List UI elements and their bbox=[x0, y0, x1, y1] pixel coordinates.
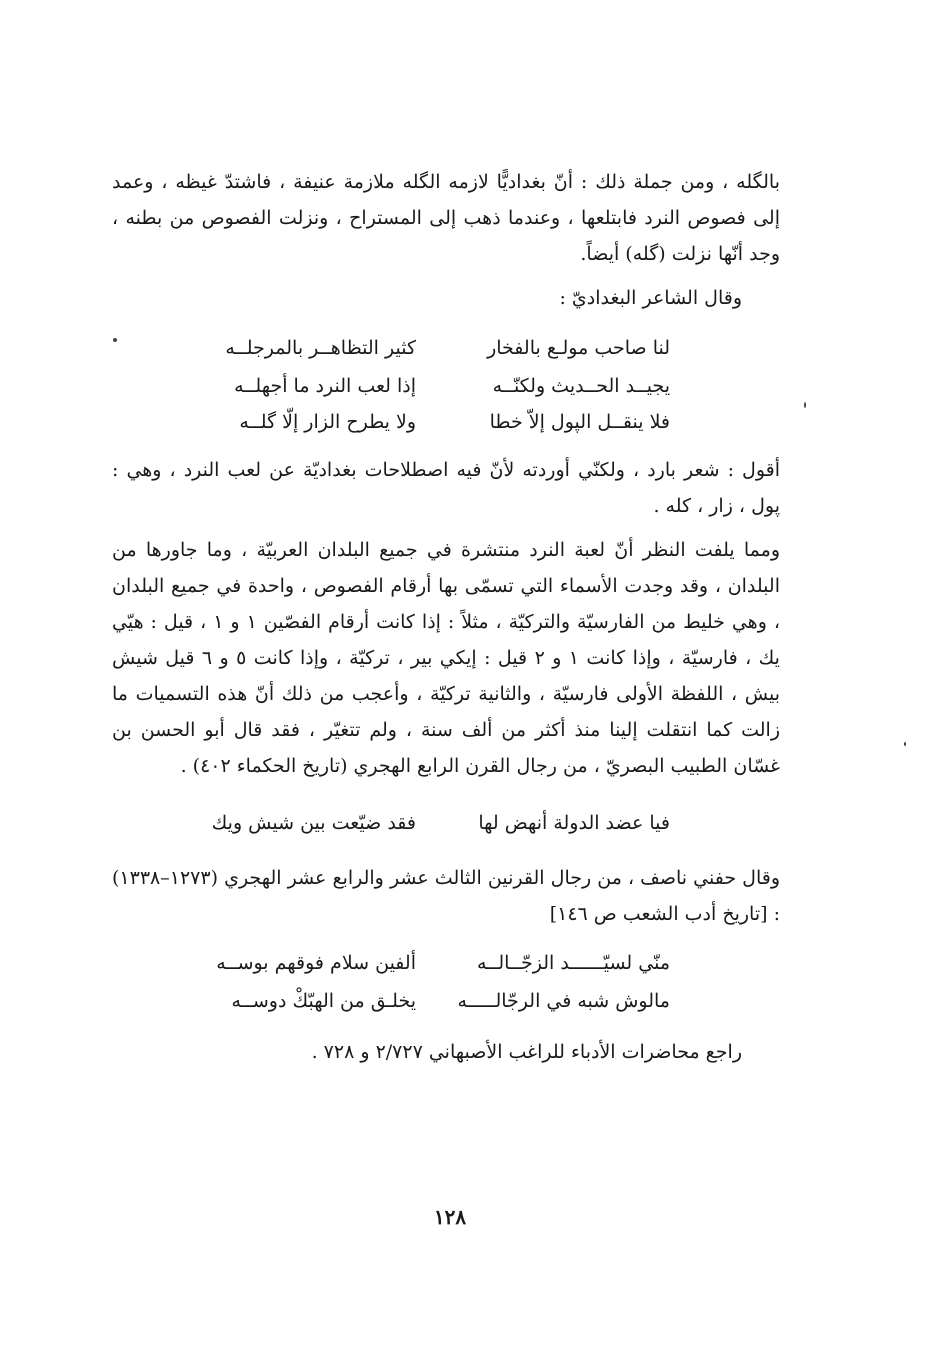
paragraph-dice-names: ومما يلفت النظر أنّ لعبة النرد منتشرة في جميع البلدان العربيّة ، وما جاورها من البلدان ، وقد وجدت الأسماء التي تسمّى بها أرقام الفصوص ، واحدة في جميع البلدان ، وهي خليط من الفارسيّة والتركيّة ، مثلاً : إذا كانت أرقام الفصّين ١ و ١ ، قيل : هيّي يك ، فارسيّة ، وإذا كانت ١ و ٢ قيل : إيكي بير ، تركيّة ، وإذا كانت ٥ و ٦ قيل شيش بيش ، اللفظة الأولى فارسيّة ، والثانية تركيّة ، وأعجب من ذلك أنّ هذه التسميات ما زالت كما انتقلت إلينا منذ أكثر من ألف سنة ، ولم تتغيّر ، فقد قال أبو الحسن بن غسّان الطبيب البصريّ ، من رجال القرن الرابع الهجري (تاريخ الحكماء ٤٠٢) . bbox=[112, 539, 780, 777]
verse-first-hemistich: يجيــد الحــديث ولكنّــه bbox=[492, 375, 670, 397]
verse-line bbox=[220, 404, 670, 440]
paragraph-hifni-nasif: وقال حفني ناصف ، من رجال القرنين الثالث عشر والرابع عشر الهجري (١٢٧٣–١٣٣٨) : [تاريخ أدب الشعب ص ١٤٦] bbox=[112, 867, 780, 925]
verse-second-hemistich: إذا لعب النرد ما أجهلــه bbox=[234, 375, 416, 397]
verse-second-hemistich: كثير التظاهــر بالمرجلــه bbox=[225, 337, 416, 359]
scan-speck bbox=[113, 338, 117, 342]
verse-second-hemistich: ألفين سلام فوقهم بوســه bbox=[216, 952, 416, 974]
verse-first-hemistich: لنا صاحب مولـع بالفخار bbox=[487, 337, 670, 359]
verse-first-hemistich: مالوش شبه في الرجّالـــــه bbox=[457, 990, 670, 1012]
verse-second-hemistich: فقد ضيّعت بين شيش ويك bbox=[211, 812, 416, 834]
verse-second-hemistich: يخلـق من الهبّكْ دوســه bbox=[231, 990, 416, 1012]
paragraph-poet-intro: وقال الشاعر البغداديّ : bbox=[559, 287, 742, 309]
verse-line bbox=[220, 330, 670, 366]
verse-first-hemistich: فيا عضد الدولة أنهض لها bbox=[478, 812, 670, 834]
verse-line bbox=[220, 983, 670, 1019]
verse-second-hemistich: ولا يطرح الزار إلّا گلــه bbox=[239, 411, 416, 433]
page-number: ١٢٨ bbox=[433, 1205, 467, 1229]
verse-line bbox=[220, 368, 670, 404]
scan-speck bbox=[804, 402, 806, 408]
paragraph-author-comment: أقول : شعر بارد ، ولكنّي أوردته لأنّ فيه اصطلاحات بغداديّة عن لعب النرد ، وهي : پول ، زار ، كله . bbox=[112, 459, 780, 517]
scan-speck bbox=[904, 742, 906, 746]
paragraph-gala-anecdote: بالگله ، ومن جملة ذلك : أنّ بغداديًّا لازمه الگله ملازمة عنيفة ، فاشتدّ غيظه ، وعمد إلى فصوص النرد فابتلعها ، وعندما ذهب إلى المستراح ، ونزلت الفصوص من بطنه ، وجد أنّها نزلت (گله) أيضاً. bbox=[112, 171, 780, 265]
verse-line bbox=[216, 945, 670, 981]
verse-first-hemistich: فلا ينقــل الپول إلاّ خطا bbox=[489, 411, 670, 433]
verse-first-hemistich: منّي لسيّــــــد الزجّــالــه bbox=[477, 952, 670, 974]
verse-line bbox=[211, 805, 670, 841]
paragraph-reference: راجع محاضرات الأدباء للراغب الأصبهاني ٢/٧٢٧ و ٧٢٨ . bbox=[311, 1041, 742, 1063]
